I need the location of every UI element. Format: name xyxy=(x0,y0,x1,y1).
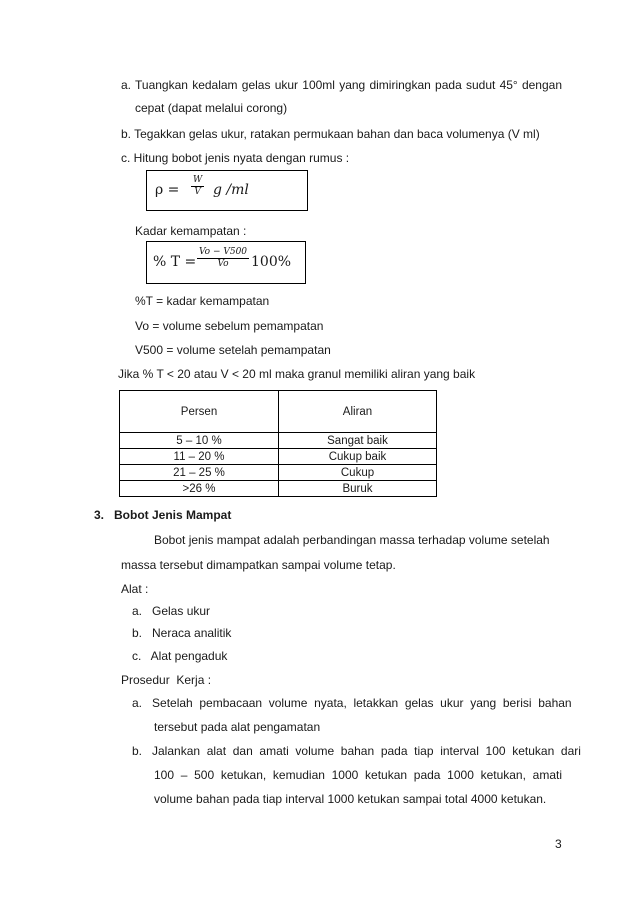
compressibility-formula-fraction xyxy=(197,247,249,270)
section-3-paragraph-line2: massa tersebut dimampatkan sampai volume tetap. xyxy=(121,558,396,572)
table-header-aliran: Aliran xyxy=(279,391,437,433)
table-cell: >26 % xyxy=(120,481,279,497)
table-cell: Sangat baik xyxy=(279,433,437,449)
density-formula-denominator: V xyxy=(194,187,201,197)
alat-label: Alat : xyxy=(121,582,149,596)
condition-note: Jika % T < 20 atau V < 20 ml maka granul memiliki aliran yang baik xyxy=(118,367,476,381)
alat-item-pengaduk: c. Alat pengaduk xyxy=(132,649,228,663)
definition-t: %T = kadar kemampatan xyxy=(135,294,270,308)
table-row xyxy=(120,449,437,465)
table-header-persen: Persen xyxy=(120,391,279,433)
definition-v500: V500 = volume setelah pemampatan xyxy=(135,343,331,357)
table-row xyxy=(120,481,437,497)
table-cell: Cukup baik xyxy=(279,449,437,465)
density-formula-box xyxy=(146,170,308,211)
definition-vo: Vo = volume sebelum pemampatan xyxy=(135,319,324,333)
compressibility-formula-factor: 100% xyxy=(251,254,292,270)
kadar-label: Kadar kemampatan : xyxy=(135,224,247,238)
step-c: c. Hitung bobot jenis nyata dengan rumus : xyxy=(121,151,350,165)
density-formula-unit: g /ml xyxy=(213,182,249,198)
density-formula-fraction xyxy=(191,175,204,198)
table-cell: Buruk xyxy=(279,481,437,497)
alat-item-gelas-ukur: a. Gelas ukur xyxy=(132,604,211,618)
table-row xyxy=(120,465,437,481)
compressibility-formula-box xyxy=(146,241,306,284)
prosedur-b-line1: b. Jalankan alat dan amati volume bahan pada tiap interval 100 ketukan dari xyxy=(132,744,581,758)
density-formula-numerator: W xyxy=(193,175,203,185)
step-a-line1: a. Tuangkan kedalam gelas ukur 100ml yang dimiringkan pada sudut 45° dengan xyxy=(121,78,562,92)
table-row xyxy=(120,433,437,449)
section-3-paragraph-line1: Bobot jenis mampat adalah perbandingan massa terhadap volume setelah xyxy=(154,533,550,547)
prosedur-label: Prosedur Kerja : xyxy=(121,673,212,687)
page-number: 3 xyxy=(555,837,562,851)
table-header-row xyxy=(120,391,437,433)
step-a-line2: cepat (dapat melalui corong) xyxy=(135,101,288,115)
compressibility-formula-denominator: Vo xyxy=(217,259,229,269)
prosedur-a-line2: tersebut pada alat pengamatan xyxy=(154,720,321,734)
table-cell: 5 – 10 % xyxy=(120,433,279,449)
table-cell: 11 – 20 % xyxy=(120,449,279,465)
alat-item-neraca: b. Neraca analitik xyxy=(132,626,232,640)
step-b: b. Tegakkan gelas ukur, ratakan permukaan bahan dan baca volumenya (V ml) xyxy=(121,127,540,141)
compressibility-formula-lhs: % T = xyxy=(153,254,197,270)
prosedur-b-line3: volume bahan pada tiap interval 1000 ketukan sampai total 4000 ketukan. xyxy=(154,792,547,806)
prosedur-a-line1: a. Setelah pembacaan volume nyata, letakkan gelas ukur yang berisi bahan xyxy=(132,696,572,710)
density-formula-lhs: ρ = xyxy=(155,182,180,198)
prosedur-b-line2: 100 – 500 ketukan, kemudian 1000 ketukan pada 1000 ketukan, amati xyxy=(154,768,562,782)
section-3-heading: 3. Bobot Jenis Mampat xyxy=(94,508,232,522)
table-cell: Cukup xyxy=(279,465,437,481)
flow-table xyxy=(119,390,437,497)
table-cell: 21 – 25 % xyxy=(120,465,279,481)
compressibility-formula-numerator: Vo − V500 xyxy=(199,247,248,257)
